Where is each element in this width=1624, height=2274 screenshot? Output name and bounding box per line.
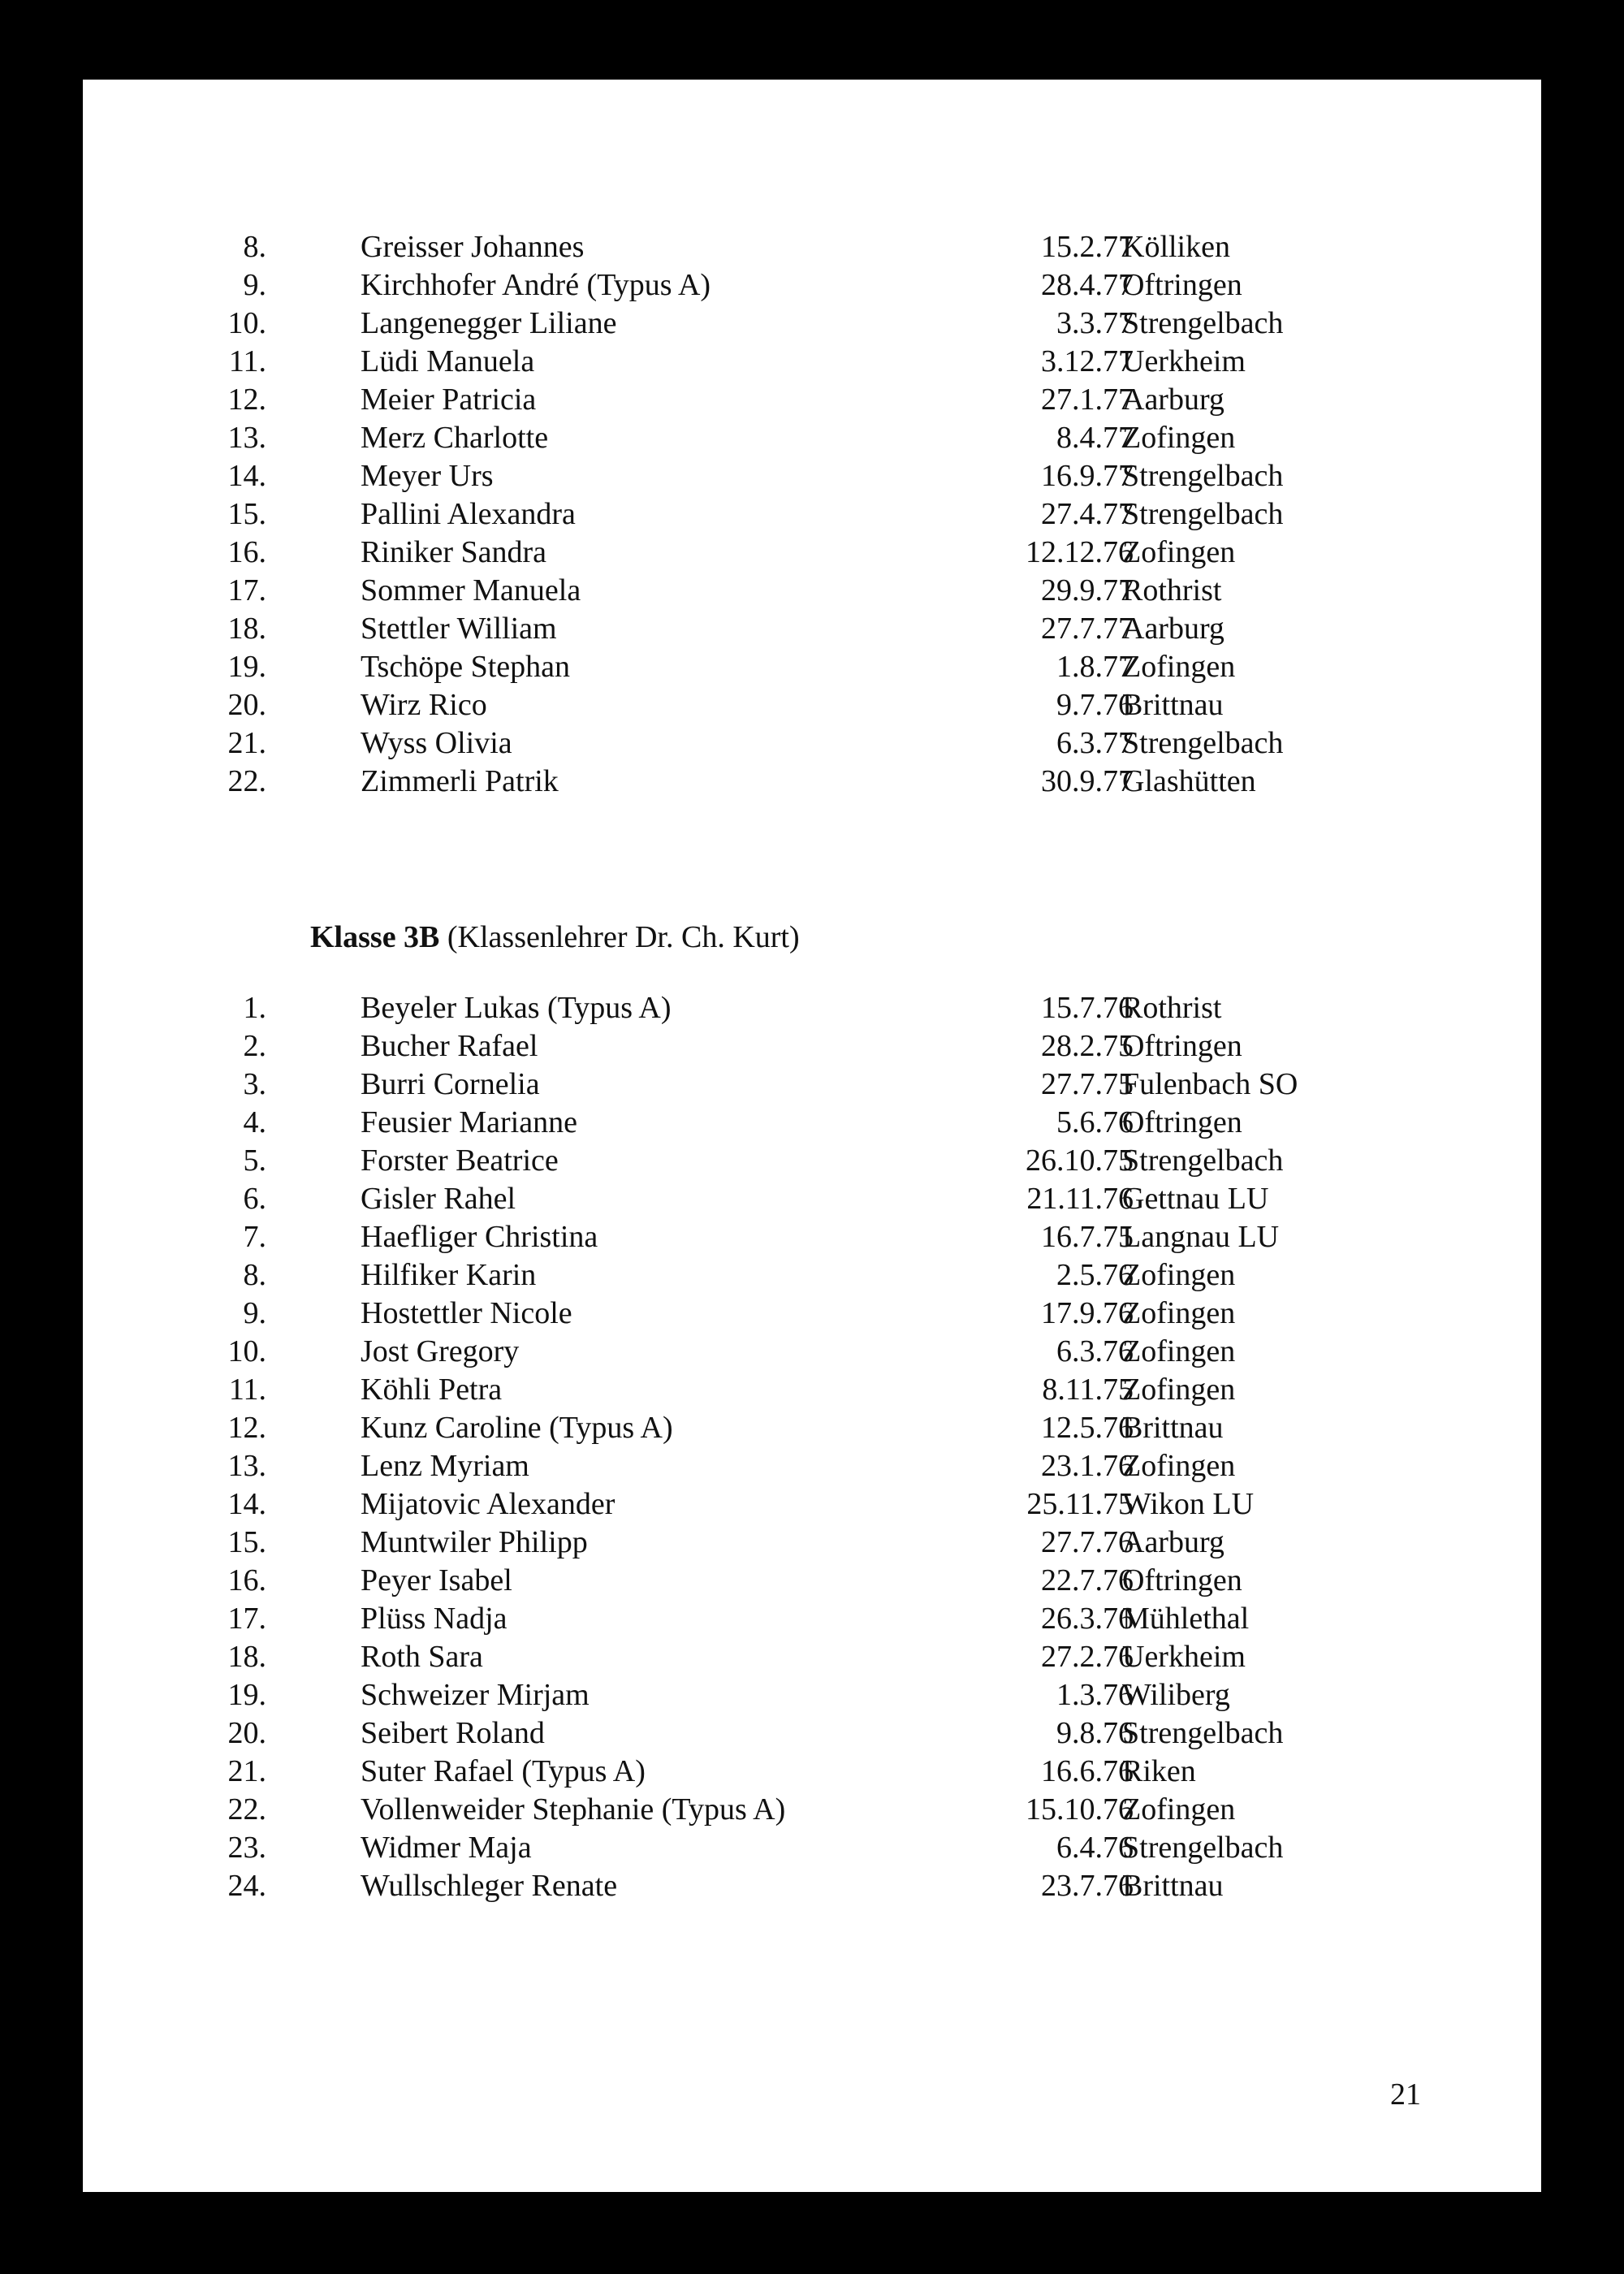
student-name: Wyss Olivia bbox=[361, 726, 512, 760]
entry-number: 22. bbox=[227, 764, 266, 798]
entry-number: 17. bbox=[227, 1602, 266, 1636]
birth-date: 9.7.76 bbox=[1056, 688, 1134, 722]
hometown: Wiliberg bbox=[1122, 1678, 1230, 1712]
hometown: Brittnau bbox=[1122, 1411, 1224, 1445]
list-item bbox=[83, 1714, 1541, 1753]
entry-number: 19. bbox=[227, 1678, 266, 1712]
student-name: Zimmerli Patrik bbox=[361, 764, 559, 798]
hometown: Wikon LU bbox=[1122, 1487, 1255, 1521]
entry-number: 11. bbox=[228, 1373, 266, 1407]
hometown: Uerkheim bbox=[1122, 344, 1246, 378]
page-number: 21 bbox=[1390, 2077, 1421, 2112]
student-name: Meier Patricia bbox=[361, 383, 537, 417]
birth-date: 15.10.76 bbox=[1026, 1792, 1134, 1827]
hometown: Oftringen bbox=[1122, 1029, 1242, 1063]
list-item bbox=[83, 1104, 1541, 1142]
list-item bbox=[83, 989, 1541, 1027]
hometown: Oftringen bbox=[1122, 268, 1242, 302]
student-name: Gisler Rahel bbox=[361, 1182, 516, 1216]
list-item bbox=[83, 1333, 1541, 1371]
entry-number: 18. bbox=[227, 612, 266, 646]
hometown: Mühlethal bbox=[1122, 1602, 1250, 1636]
student-name: Kunz Caroline (Typus A) bbox=[361, 1411, 673, 1445]
entry-number: 15. bbox=[227, 497, 266, 531]
list-item bbox=[83, 228, 1541, 266]
hometown: Strengelbach bbox=[1122, 726, 1284, 760]
student-name: Riniker Sandra bbox=[361, 535, 547, 569]
list-item bbox=[83, 1256, 1541, 1295]
student-name: Widmer Maja bbox=[361, 1831, 532, 1865]
list-item bbox=[83, 1142, 1541, 1180]
student-name: Stettler William bbox=[361, 612, 557, 646]
entry-number: 3. bbox=[243, 1067, 266, 1101]
birth-date: 12.5.76 bbox=[1041, 1411, 1134, 1445]
list-item bbox=[83, 343, 1541, 381]
student-name: Meyer Urs bbox=[361, 459, 494, 493]
hometown: Zofingen bbox=[1122, 1296, 1236, 1330]
entry-number: 16. bbox=[227, 535, 266, 569]
entry-number: 24. bbox=[227, 1869, 266, 1903]
entry-number: 21. bbox=[227, 726, 266, 760]
list-item bbox=[83, 1295, 1541, 1333]
birth-date: 3.3.77 bbox=[1056, 306, 1134, 340]
entry-number: 2. bbox=[243, 1029, 266, 1063]
list-item bbox=[83, 1867, 1541, 1905]
hometown: Brittnau bbox=[1122, 688, 1224, 722]
hometown: Kölliken bbox=[1122, 230, 1230, 264]
student-name: Greisser Johannes bbox=[361, 230, 585, 264]
student-name: Langenegger Liliane bbox=[361, 306, 617, 340]
birth-date: 6.3.76 bbox=[1056, 1334, 1134, 1368]
birth-date: 22.7.76 bbox=[1041, 1563, 1134, 1597]
list-item bbox=[83, 572, 1541, 610]
birth-date: 3.12.77 bbox=[1041, 344, 1134, 378]
birth-date: 17.9.76 bbox=[1041, 1296, 1134, 1330]
entry-number: 22. bbox=[227, 1792, 266, 1827]
list-item bbox=[83, 1524, 1541, 1562]
hometown: Zofingen bbox=[1122, 535, 1236, 569]
hometown: Zofingen bbox=[1122, 650, 1236, 684]
birth-date: 12.12.76 bbox=[1026, 535, 1134, 569]
entry-number: 14. bbox=[227, 459, 266, 493]
entry-number: 5. bbox=[243, 1143, 266, 1178]
hometown: Gettnau LU bbox=[1122, 1182, 1269, 1216]
entry-number: 19. bbox=[227, 650, 266, 684]
student-name: Wullschleger Renate bbox=[361, 1869, 618, 1903]
birth-date: 27.7.75 bbox=[1041, 1067, 1134, 1101]
hometown: Strengelbach bbox=[1122, 497, 1284, 531]
hometown: Strengelbach bbox=[1122, 306, 1284, 340]
birth-date: 23.1.76 bbox=[1041, 1449, 1134, 1483]
birth-date: 27.7.77 bbox=[1041, 612, 1134, 646]
entry-number: 13. bbox=[227, 421, 266, 455]
student-name: Haefliger Christina bbox=[361, 1220, 598, 1254]
birth-date: 26.3.76 bbox=[1041, 1602, 1134, 1636]
list-item bbox=[83, 419, 1541, 457]
student-name: Burri Cornelia bbox=[361, 1067, 540, 1101]
birth-date: 27.7.76 bbox=[1041, 1525, 1134, 1559]
entry-number: 16. bbox=[227, 1563, 266, 1597]
list-item bbox=[83, 1409, 1541, 1447]
hometown: Rothrist bbox=[1122, 573, 1222, 607]
birth-date: 15.7.76 bbox=[1041, 991, 1134, 1025]
entry-number: 23. bbox=[227, 1831, 266, 1865]
student-name: Feusier Marianne bbox=[361, 1105, 577, 1139]
birth-date: 16.9.77 bbox=[1041, 459, 1134, 493]
list-item bbox=[83, 724, 1541, 763]
hometown: Brittnau bbox=[1122, 1869, 1224, 1903]
list-item bbox=[83, 1562, 1541, 1600]
hometown: Langnau LU bbox=[1122, 1220, 1280, 1254]
birth-date: 1.8.77 bbox=[1056, 650, 1134, 684]
list-item bbox=[83, 1485, 1541, 1524]
list-item bbox=[83, 1829, 1541, 1867]
hometown: Zofingen bbox=[1122, 1258, 1236, 1292]
list-item bbox=[83, 381, 1541, 419]
list-item bbox=[83, 1676, 1541, 1714]
student-name: Plüss Nadja bbox=[361, 1602, 508, 1636]
student-name: Peyer Isabel bbox=[361, 1563, 512, 1597]
hometown: Zofingen bbox=[1122, 1449, 1236, 1483]
entry-number: 9. bbox=[243, 268, 266, 302]
list-item bbox=[83, 1180, 1541, 1218]
birth-date: 29.9.77 bbox=[1041, 573, 1134, 607]
entry-number: 21. bbox=[227, 1754, 266, 1788]
hometown: Glashütten bbox=[1122, 764, 1256, 798]
list-item bbox=[83, 763, 1541, 801]
student-name: Köhli Petra bbox=[361, 1373, 503, 1407]
birth-date: 16.6.76 bbox=[1041, 1754, 1134, 1788]
list-item bbox=[83, 1218, 1541, 1256]
hometown: Aarburg bbox=[1122, 1525, 1224, 1559]
birth-date: 1.3.76 bbox=[1056, 1678, 1134, 1712]
student-name: Bucher Rafael bbox=[361, 1029, 538, 1063]
student-name: Wirz Rico bbox=[361, 688, 487, 722]
student-name: Jost Gregory bbox=[361, 1334, 520, 1368]
birth-date: 15.2.77 bbox=[1041, 230, 1134, 264]
list-item bbox=[83, 305, 1541, 343]
hometown: Rothrist bbox=[1122, 991, 1222, 1025]
student-name: Beyeler Lukas (Typus A) bbox=[361, 991, 672, 1025]
birth-date: 27.4.77 bbox=[1041, 497, 1134, 531]
list-item bbox=[83, 1027, 1541, 1066]
entry-number: 20. bbox=[227, 1716, 266, 1750]
entry-number: 13. bbox=[227, 1449, 266, 1483]
entry-number: 12. bbox=[227, 383, 266, 417]
list-item bbox=[83, 1638, 1541, 1676]
list-item bbox=[83, 1447, 1541, 1485]
student-name: Roth Sara bbox=[361, 1640, 483, 1674]
entry-number: 6. bbox=[243, 1182, 266, 1216]
student-name: Schweizer Mirjam bbox=[361, 1678, 590, 1712]
student-name: Forster Beatrice bbox=[361, 1143, 559, 1178]
list-item bbox=[83, 610, 1541, 648]
birth-date: 6.3.77 bbox=[1056, 726, 1134, 760]
entry-number: 14. bbox=[227, 1487, 266, 1521]
list-item bbox=[83, 1371, 1541, 1409]
hometown: Riken bbox=[1122, 1754, 1196, 1788]
hometown: Aarburg bbox=[1122, 383, 1224, 417]
student-name: Muntwiler Philipp bbox=[361, 1525, 588, 1559]
entry-number: 8. bbox=[243, 230, 266, 264]
birth-date: 28.2.75 bbox=[1041, 1029, 1134, 1063]
entry-number: 10. bbox=[227, 306, 266, 340]
student-name: Hostettler Nicole bbox=[361, 1296, 572, 1330]
hometown: Fulenbach SO bbox=[1122, 1067, 1298, 1101]
hometown: Strengelbach bbox=[1122, 1143, 1284, 1178]
hometown: Oftringen bbox=[1122, 1105, 1242, 1139]
entry-number: 17. bbox=[227, 573, 266, 607]
birth-date: 23.7.76 bbox=[1041, 1869, 1134, 1903]
student-name: Vollenweider Stephanie (Typus A) bbox=[361, 1792, 786, 1827]
hometown: Aarburg bbox=[1122, 612, 1224, 646]
student-name: Seibert Roland bbox=[361, 1716, 545, 1750]
entry-number: 8. bbox=[243, 1258, 266, 1292]
birth-date: 5.6.76 bbox=[1056, 1105, 1134, 1139]
class-name: Klasse 3B bbox=[310, 920, 440, 954]
student-name: Suter Rafael (Typus A) bbox=[361, 1754, 646, 1788]
birth-date: 27.2.76 bbox=[1041, 1640, 1134, 1674]
birth-date: 28.4.77 bbox=[1041, 268, 1134, 302]
hometown: Strengelbach bbox=[1122, 459, 1284, 493]
birth-date: 6.4.76 bbox=[1056, 1831, 1134, 1865]
list-item bbox=[83, 534, 1541, 572]
list-item bbox=[83, 686, 1541, 724]
entry-number: 20. bbox=[227, 688, 266, 722]
entry-number: 10. bbox=[227, 1334, 266, 1368]
birth-date: 25.11.75 bbox=[1026, 1487, 1134, 1521]
list-item bbox=[83, 266, 1541, 305]
student-name: Pallini Alexandra bbox=[361, 497, 576, 531]
entry-number: 1. bbox=[243, 991, 266, 1025]
entry-number: 7. bbox=[243, 1220, 266, 1254]
birth-date: 16.7.75 bbox=[1041, 1220, 1134, 1254]
list-item bbox=[83, 1791, 1541, 1829]
list-item bbox=[83, 648, 1541, 686]
hometown: Uerkheim bbox=[1122, 1640, 1246, 1674]
list-item bbox=[83, 1066, 1541, 1104]
hometown: Zofingen bbox=[1122, 1334, 1236, 1368]
student-name: Merz Charlotte bbox=[361, 421, 549, 455]
list-item bbox=[83, 457, 1541, 495]
student-name: Lenz Myriam bbox=[361, 1449, 529, 1483]
entry-number: 9. bbox=[243, 1296, 266, 1330]
list-item bbox=[83, 1753, 1541, 1791]
student-name: Hilfiker Karin bbox=[361, 1258, 537, 1292]
section-heading-klasse-3b bbox=[310, 919, 800, 957]
student-name: Sommer Manuela bbox=[361, 573, 581, 607]
hometown: Strengelbach bbox=[1122, 1716, 1284, 1750]
list-item bbox=[83, 1600, 1541, 1638]
hometown: Oftringen bbox=[1122, 1563, 1242, 1597]
entry-number: 18. bbox=[227, 1640, 266, 1674]
birth-date: 30.9.77 bbox=[1041, 764, 1134, 798]
class-teacher: (Klassenlehrer Dr. Ch. Kurt) bbox=[447, 920, 800, 954]
birth-date: 8.4.77 bbox=[1056, 421, 1134, 455]
list-item bbox=[83, 495, 1541, 534]
birth-date: 2.5.76 bbox=[1056, 1258, 1134, 1292]
entry-number: 12. bbox=[227, 1411, 266, 1445]
birth-date: 26.10.75 bbox=[1026, 1143, 1134, 1178]
entry-number: 4. bbox=[243, 1105, 266, 1139]
student-name: Kirchhofer André (Typus A) bbox=[361, 268, 711, 302]
student-name: Mijatovic Alexander bbox=[361, 1487, 615, 1521]
hometown: Zofingen bbox=[1122, 1792, 1236, 1827]
document-page bbox=[83, 80, 1541, 2192]
hometown: Strengelbach bbox=[1122, 1831, 1284, 1865]
birth-date: 9.8.76 bbox=[1056, 1716, 1134, 1750]
hometown: Zofingen bbox=[1122, 1373, 1236, 1407]
entry-number: 15. bbox=[227, 1525, 266, 1559]
hometown: Zofingen bbox=[1122, 421, 1236, 455]
entry-number: 11. bbox=[228, 344, 266, 378]
student-name: Lüdi Manuela bbox=[361, 344, 535, 378]
student-name: Tschöpe Stephan bbox=[361, 650, 571, 684]
birth-date: 21.11.76 bbox=[1026, 1182, 1134, 1216]
birth-date: 27.1.77 bbox=[1041, 383, 1134, 417]
birth-date: 8.11.75 bbox=[1042, 1373, 1134, 1407]
